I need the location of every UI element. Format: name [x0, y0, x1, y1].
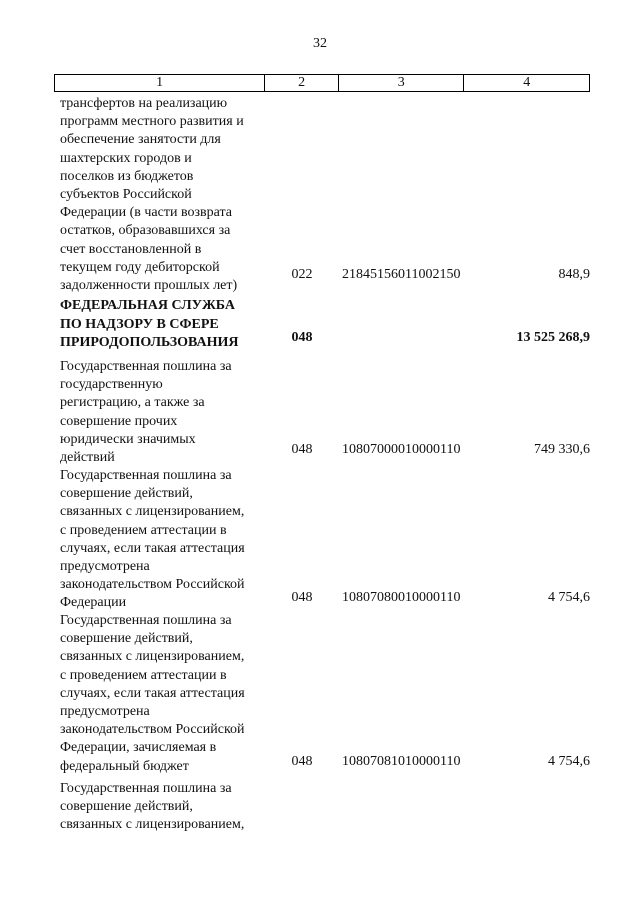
- row-kbk: 10807080010000110: [342, 590, 461, 605]
- column-header-2: 2: [264, 75, 338, 91]
- row-description: Государственная пошлина за совершение действий, связанных с лицензированием,: [60, 781, 245, 833]
- table-row-section-heading: [60, 297, 590, 353]
- row-description: Государственная пошлина за государственную регистрацию, а также за совершение прочих юридически значимых действий: [60, 359, 232, 466]
- row-code: 048: [291, 754, 313, 769]
- row-code: 048: [291, 590, 313, 605]
- column-header-3: 3: [338, 75, 464, 91]
- row-amount: 13 525 268,9: [516, 330, 590, 345]
- table-row: [60, 780, 590, 835]
- row-kbk: 21845156011002150: [342, 267, 461, 282]
- row-kbk: 10807000010000110: [342, 442, 461, 457]
- row-amount: 848,9: [558, 267, 590, 282]
- row-description: трансфертов на реализацию программ местного развития и обеспечение занятости для шахтерских городов и поселков из бюджетов субъектов Российской Федерации (в части возврата остатков, образовавшихся за счет восстановленной в текущем году дебиторской задолженности прошлых лет): [60, 96, 244, 294]
- row-amount: 749 330,6: [534, 442, 590, 457]
- table-row: [60, 612, 590, 776]
- page-number: 32: [313, 36, 327, 51]
- table-row: [60, 358, 590, 467]
- row-description: Государственная пошлина за совершение действий, связанных с лицензированием, с проведением аттестации в случаях, если такая аттестация предусмотрена законодательством Российской Федерации: [60, 468, 245, 611]
- row-amount: 4 754,6: [548, 590, 590, 605]
- row-code: 048: [291, 330, 313, 345]
- table-header-row: [54, 74, 590, 92]
- table-row: [60, 95, 590, 295]
- row-amount: 4 754,6: [548, 754, 590, 769]
- row-description: ФЕДЕРАЛЬНАЯ СЛУЖБА ПО НАДЗОРУ В СФЕРЕ ПРИРОДОПОЛЬЗОВАНИЯ: [60, 298, 239, 350]
- row-code: 022: [291, 267, 313, 282]
- column-header-1: 1: [156, 75, 164, 90]
- row-description: Государственная пошлина за совершение действий, связанных с лицензированием, с проведением аттестации в случаях, если такая аттестация предусмотрена законодательством Российской Федерации, зачисляемая в федеральный бюджет: [60, 613, 245, 774]
- table-row: [60, 467, 590, 613]
- column-header-4: 4: [463, 75, 589, 91]
- row-code: 048: [291, 442, 313, 457]
- row-kbk: 10807081010000110: [342, 754, 461, 769]
